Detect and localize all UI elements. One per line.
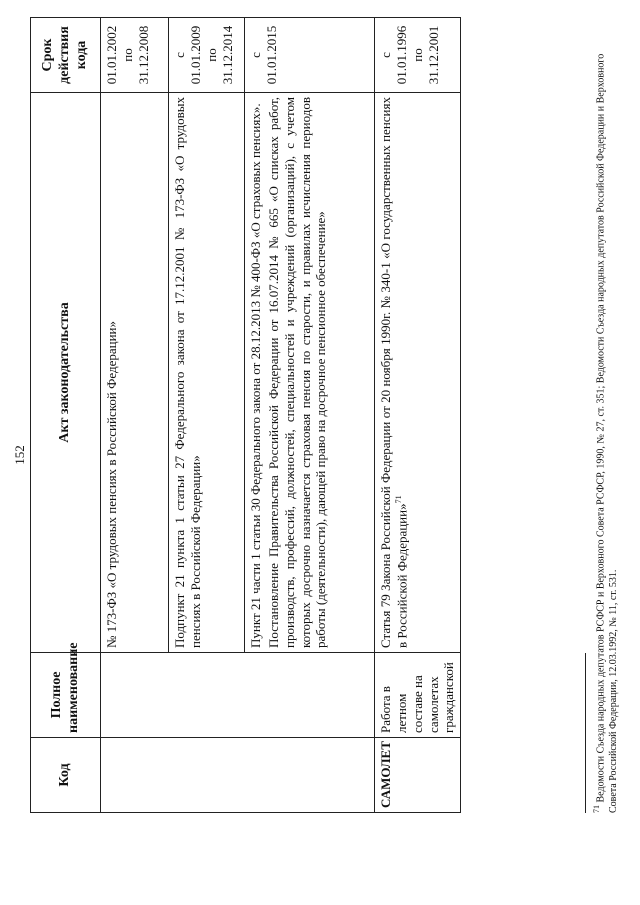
act-text: Подпункт 21 пункта 1 статьи 27 Федерального закона от 17.12.2001 № 173-ФЗ «О трудовых пенсиях в Российской Федерации» [172,97,203,648]
header-code: Код [31,738,101,813]
header-term: Срок действия кода [31,18,101,93]
table-header-row [31,18,101,813]
term-from-word: с [172,52,187,58]
term-cell [245,18,375,93]
table-row [101,18,169,813]
term-to-word: по [203,48,219,62]
term-from-word: с [248,52,263,58]
term-cell [101,18,169,93]
term-to-word: по [119,48,135,62]
act-cell [245,93,375,653]
code-cell: САМОЛЕТ [375,738,461,813]
act-text-1: Пункт 21 части 1 статьи 30 Федерального закона от 28.12.2013 № 400-ФЗ «О страховых пенсиях». [248,103,263,648]
term-from-word: с [378,52,393,58]
footnote-divider [585,653,586,813]
page-number: 152 [12,445,27,465]
legislation-table [30,17,461,813]
footnote-marker: 71 [592,805,601,813]
table-row [375,18,461,813]
header-name: Полное наименование [31,653,101,738]
term-to: 31.12.2001 [425,25,441,85]
footnote-text: Ведомости Съезда народных депутатов РСФСР и Верховного Совета РСФСР, 1990, № 27, ст. 351; Ведомости Съезда народных депутатов Российской Федерации и Верховного Совета Российской Федерации, 12.03.1992, № 11, ст. 531. [595,53,619,813]
term-from: 01.01.1996 [393,25,409,85]
name-cell: Работа в летном составе на самолетах гражданской [375,653,461,738]
code-cell [101,738,375,813]
term-to: 31.12.2014 [219,25,235,85]
act-cell [169,93,245,653]
term-from: 01.01.2002 [104,25,119,85]
act-cell [375,93,461,653]
act-cell [101,93,169,653]
act-text [378,97,410,648]
header-act: Акт законодательства [31,93,101,653]
term-from: 01.01.2009 [187,25,203,85]
term-to-word: по [409,48,425,62]
term-cell [169,18,245,93]
term-to: 31.12.2008 [135,25,151,85]
term-from: 01.01.2015 [263,25,279,85]
footnote-ref: 71 [393,495,403,504]
act-text-2: Постановление Правительства Российской Федерации от 16.07.2014 № 665 «О списках работ, производств, профессий, должностей, специальностей и учреждений (организаций), с учетом которых досрочно назначается страховая пенсия по старости, и правилах исчисления периодов работы (деятельности), дающей право на досрочное пенсионное обеспечение» [265,97,329,648]
name-cell [101,653,375,738]
term-cell [375,18,461,93]
act-text: № 173-ФЗ «О трудовых пенсиях в Российской Федерации» [104,321,119,648]
act-text-body: Статья 79 Закона Российской Федерации от 20 ноября 1990г. № 340-1 «О государственных пенсиях в Российской Федерации» [378,97,410,648]
footnote [592,33,620,813]
